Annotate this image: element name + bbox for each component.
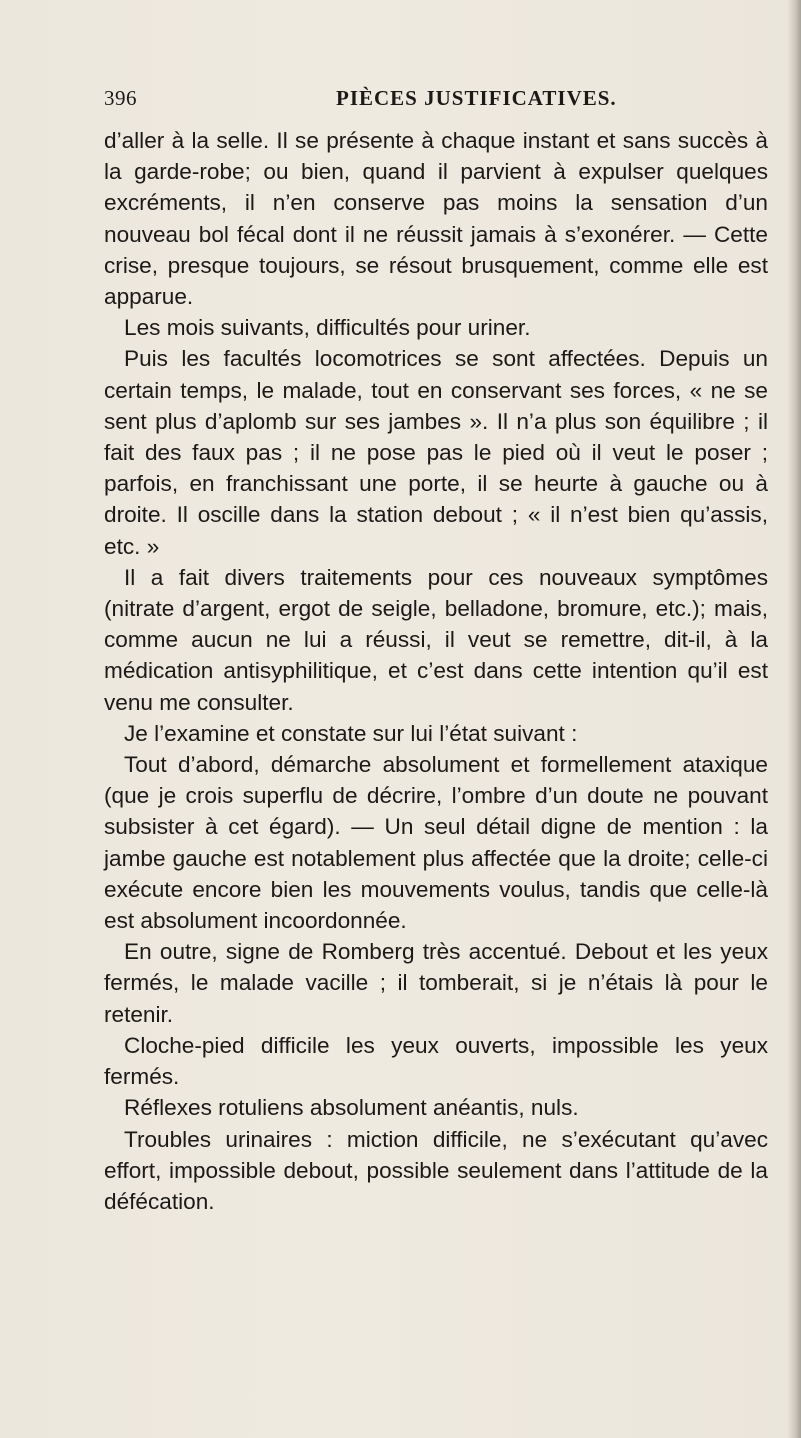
paragraph-5: Je l’examine et constate sur lui l’état suivant : xyxy=(124,720,578,746)
paragraph-4: Il a fait divers traitements pour ces nouveaux symptômes (nitrate d’argent, ergot de seigle, belladone, bromure, etc.); mais, comme aucun ne lui a réussi, il veut se remettre, dit-il, à la médication antisyphilitique, et c’est dans cette intention qu’il est venu me consulter. xyxy=(104,564,768,715)
paragraph-10: Troubles urinaires : miction difficile, ne s’exécutant qu’avec effort, impossible debout, possible seulement dans l’attitude de la défécation. xyxy=(104,1126,768,1214)
paragraph-1: d’aller à la selle. Il se présente à chaque instant et sans succès à la garde-robe; ou bien, quand il parvient à expulser quelques excréments, il n’en conserve pas moins la sensation d’un nouveau bol fécal dont il ne réussit jamais à s’exonérer. — Cette crise, presque toujours, se résout brusquement, comme elle est apparue. xyxy=(104,128,768,310)
paragraph-7: En outre, signe de Romberg très accentué. Debout et les yeux fermés, le malade vacille ; il tomberait, si je n’étais là pour le retenir. xyxy=(104,939,768,1027)
paragraph-3: Puis les facultés locomotrices se sont affectées. Depuis un certain temps, le malade, tout en conservant ses forces, « ne se sent plus d’aplomb sur ses jambes ». Il n’a plus son équilibre ; il fait des faux pas ; il ne pose pas le pied où il veut le poser ; parfois, en franchissant une porte, il se heurte à gauche ou à droite. Il oscille dans la station debout ; « il n’est bien qu’assis, etc. » xyxy=(104,346,768,559)
paragraph-8: Cloche-pied difficile les yeux ouverts, impossible les yeux fermés. xyxy=(104,1032,768,1090)
paragraph-9: Réflexes rotuliens absolument anéantis, nuls. xyxy=(124,1095,579,1121)
paragraph-6: Tout d’abord, démarche absolument et formellement ataxique (que je crois superflu de décrire, l’ombre d’un doute ne pouvant subsister à cet égard). — Un seul détail digne de mention : la jambe gauche est notablement plus affectée que la droite; celle-ci exécute encore bien les mouvements voulus, tandis que celle-là est absolument incoordonnée. xyxy=(104,752,768,934)
running-title: PIÈCES JUSTIFICATIVES. xyxy=(336,86,617,110)
page-number: 396 xyxy=(104,86,137,110)
paragraph-2: Les mois suivants, difficultés pour uriner. xyxy=(124,315,531,341)
page-edge-shadow xyxy=(787,0,801,1438)
body-text xyxy=(104,125,768,1217)
